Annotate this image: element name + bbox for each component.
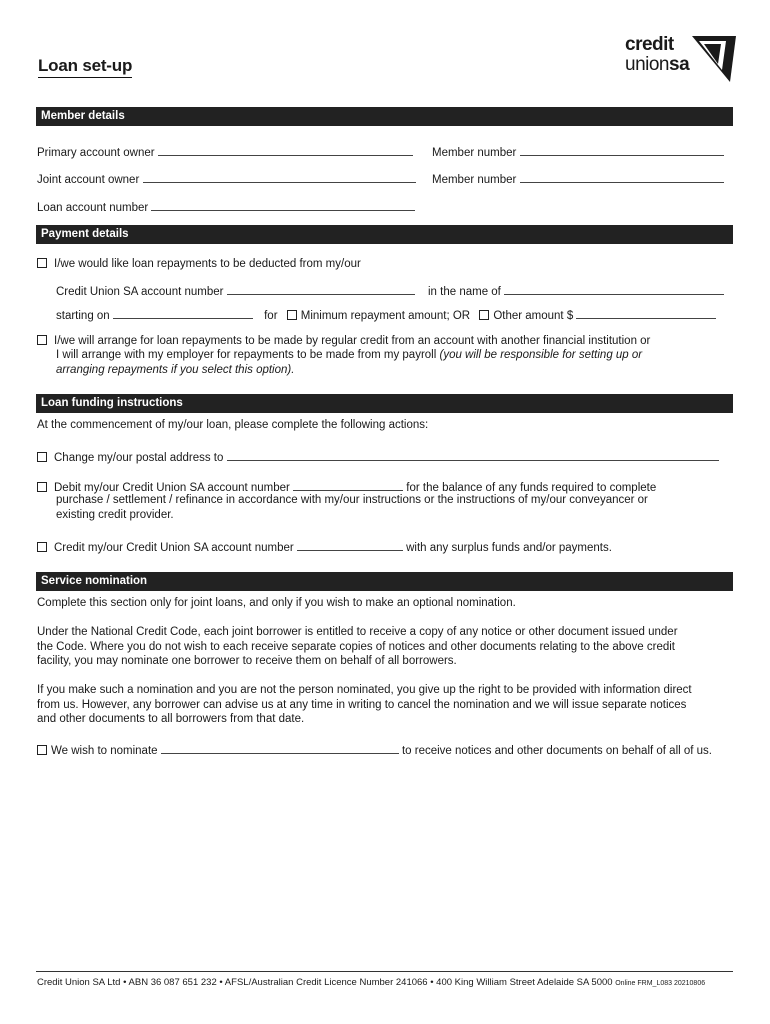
joint-owner-label: Joint account owner [37,174,140,186]
cusa-account-field[interactable] [227,284,415,295]
logo-text-union: unionsa [625,54,690,75]
change-postal-row [37,450,719,464]
section-header-service-nomination: Service nomination [36,572,733,591]
loan-funding-intro: At the commencement of my/our loan, please complete the following actions: [37,419,429,431]
debit-row [37,480,656,494]
footer-form-code: Online FRM_L083 20210806 [615,980,706,987]
member-number-row-2 [432,172,724,186]
primary-owner-row [37,145,413,159]
payment-option-2-line1: I/we will arrange for loan repayments to be made by regular credit from an account with another financial institution or [54,335,651,347]
min-repayment-checkbox[interactable] [287,310,297,320]
member-number-label-1: Member number [432,147,517,159]
credit-row [37,540,612,554]
starting-on-label: starting on [56,310,110,322]
nominate-checkbox[interactable] [37,745,47,755]
debit-label-c: purchase / settlement / refinance in accordance with my/our instructions or the instructions of my/our conveyancer or [56,494,648,506]
other-amount-checkbox[interactable] [479,310,489,320]
section-header-loan-funding: Loan funding instructions [36,394,733,413]
payment-option-2-italic-a: (you will be responsible for setting up or [439,349,643,361]
other-amount-field[interactable] [576,308,716,319]
credit-label-b: with any surplus funds and/or payments. [406,542,612,554]
logo-triangle-icon [692,34,736,84]
payment-option-1-checkbox[interactable] [37,258,47,268]
footer-text: Credit Union SA Ltd • ABN 36 087 651 232 • AFSL/Australian Credit Licence Number 241066 • 400 King William Street Adelaide SA 5000 [37,977,613,988]
logo-text-credit: credit [625,34,674,55]
page-title: Loan set-up [38,56,132,78]
in-name-of-row [428,284,724,298]
other-amount-label: Other amount $ [493,310,574,322]
nominate-label-b: to receive notices and other documents on behalf of all of us. [401,745,713,757]
starting-on-row [56,308,716,322]
joint-owner-field[interactable] [143,172,416,183]
cusa-account-label: Credit Union SA account number [56,286,224,298]
payment-option-2-checkbox[interactable] [37,335,47,345]
member-number-row-1 [432,145,724,159]
footer-divider [36,971,733,972]
member-number-label-2: Member number [432,174,517,186]
joint-owner-row [37,172,416,186]
loan-account-row [37,200,415,214]
payment-option-2 [37,335,650,347]
credit-checkbox[interactable] [37,542,47,552]
in-name-of-label: in the name of [428,286,501,298]
min-repayment-label: Minimum repayment amount; OR [300,310,471,322]
nominee-field[interactable] [161,743,399,754]
credit-account-field[interactable] [297,540,403,551]
change-postal-label: Change my/our postal address to [54,452,224,464]
cusa-account-row [56,284,415,298]
payment-option-2-italic-b: arranging repayments if you select this option). [56,364,295,376]
payment-option-2-line2-row [56,349,642,361]
nominate-row [37,743,712,757]
loan-account-field[interactable] [151,200,415,211]
primary-owner-field[interactable] [158,145,413,156]
section-header-member-details: Member details [36,107,733,126]
debit-label-a: Debit my/our Credit Union SA account number [54,482,290,494]
primary-owner-label: Primary account owner [37,147,155,159]
loan-account-label: Loan account number [37,202,149,214]
nomination-paragraph-2: Under the National Credit Code, each joint borrower is entitled to receive a copy of any notice or other document issued under the Code. Where you do not wish to each receive separate copies of notices and other documents relating to the above credit facility, you may nominate one borrower to receive them on behalf of all borrowers. [37,626,678,667]
change-postal-checkbox[interactable] [37,452,47,462]
nominate-label-a: We wish to nominate [51,745,158,757]
payment-option-2-line2: I will arrange with my employer for repayments to be made from my payroll [56,349,437,361]
member-number-field-2[interactable] [520,172,724,183]
debit-label-d: existing credit provider. [56,509,174,521]
starting-on-field[interactable] [113,308,253,319]
for-label: for [264,310,278,322]
nomination-paragraph-3: If you make such a nomination and you are not the person nominated, you give up the right to be provided with information direct from us. However, any borrower can advise us at any time in writing to cancel the nomination and we will issue separate notices and other documents to all borrowers from that date. [37,684,692,725]
payment-option-1 [37,258,361,270]
in-name-of-field[interactable] [504,284,724,295]
footer [37,977,705,988]
payment-option-1-label: I/we would like loan repayments to be deducted from my/our [54,258,361,270]
debit-label-b: for the balance of any funds required to complete [406,482,657,494]
member-number-field-1[interactable] [520,145,724,156]
section-header-payment-details: Payment details [36,225,733,244]
change-postal-field[interactable] [227,450,719,461]
credit-label-a: Credit my/our Credit Union SA account number [54,542,294,554]
debit-checkbox[interactable] [37,482,47,492]
nomination-intro: Complete this section only for joint loans, and only if you wish to make an optional nomination. [37,597,516,609]
credit-union-sa-logo [624,34,736,84]
debit-account-field[interactable] [293,480,403,491]
